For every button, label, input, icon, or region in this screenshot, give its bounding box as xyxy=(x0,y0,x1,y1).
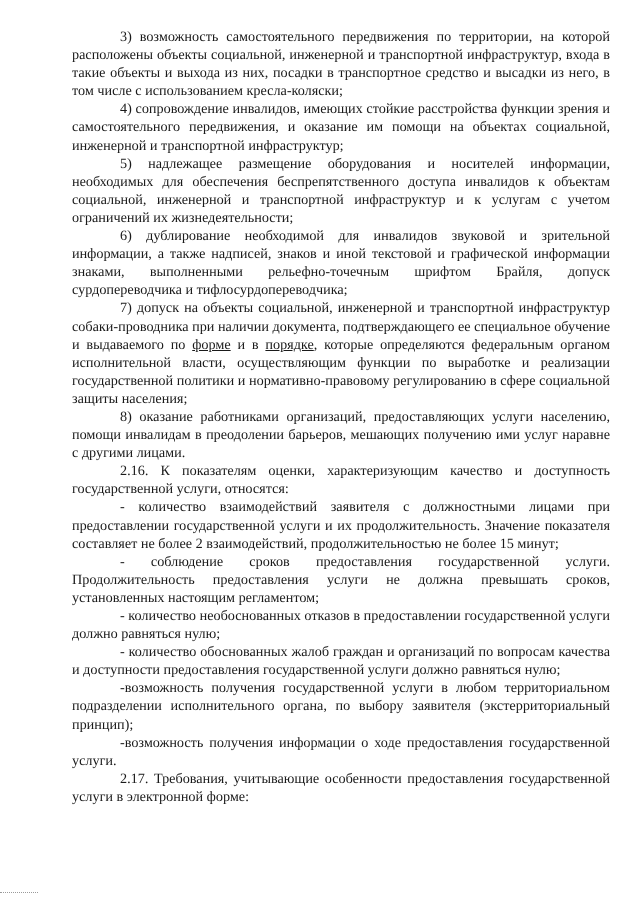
section-2-16-heading: 2.16. К показателям оценки, характеризующим качество и доступность государственной услуги, относятся: xyxy=(72,463,610,498)
paragraph-item-5: 5) надлежащее размещение оборудования и носителей информации, необходимых для обеспечения беспрепятственного доступа инвалидов к объектам социальной, инженерной и транспортной инфраструктур и к услугам с учетом ограничений их жизнедеятельности; xyxy=(72,155,610,226)
paragraph-item-6: 6) дублирование необходимой для инвалидов звуковой и зрительной информации, а также надписей, знаков и иной текстовой и графической информации знаками, выполненными рельефно-точечным шрифтом Брайля, допуск сурдопереводчика и тифлосурдопереводчика; xyxy=(72,228,610,299)
indicator-progress-info: -возможность получения информации о ходе предоставления государственной услуги. xyxy=(72,734,610,769)
paragraph-item-7-text-after: , которые определяются федеральным органом исполнительной власти, осуществляющим функции по выработке и реализации государственной политики и нормативно-правовому регулированию в сфере социальной защиты населения; xyxy=(72,336,610,407)
paragraph-item-7-text-before: 7) допуск на объекты социальной, инженерной и транспортной инфраструктур собаки-проводника при наличии документа, подтверждающего ее специальное обучение и выдаваемого по xyxy=(72,300,610,353)
indicator-deadlines: - соблюдение сроков предоставления государственной услуги. Продолжительность предоставления услуги не должна превышать сроков, установленных настоящим регламентом; xyxy=(72,553,610,606)
indicator-complaints: - количество обоснованных жалоб граждан и организаций по вопросам качества и доступности предоставления государственной услуги должно равняться нулю; xyxy=(72,644,610,679)
order-link[interactable]: порядке xyxy=(265,336,314,353)
indicator-extraterritorial: -возможность получения государственной услуги в любом территориальном подразделении исполнительного органа, по выбору заявителя (экстерриториальный принцип); xyxy=(72,680,610,733)
paragraph-item-7-text-mid: и в xyxy=(230,336,266,353)
paragraph-item-8: 8) оказание работниками организаций, предоставляющих услуги населению, помощи инвалидам в преодолении барьеров, мешающих получению ими услуг наравне с другими лицами. xyxy=(72,408,610,462)
scan-margin-mark xyxy=(0,892,38,893)
paragraph-item-3: 3) возможность самостоятельного передвижения по территории, на которой расположены объекты социальной, инженерной и транспортной инфраструктур, входа в такие объекты и выхода из них, посадки в транспортное средство и высадки из него, в том числе с использованием кресла-коляски; xyxy=(72,29,610,100)
paragraph-item-4: 4) сопровождение инвалидов, имеющих стойкие расстройства функции зрения и самостоятельного передвижения, и оказание им помощи на объектах социальной, инженерной и транспортной инфраструктур; xyxy=(72,101,610,154)
indicator-interactions: - количество взаимодействий заявителя с должностными лицами при предоставлении государственной услуги и их продолжительность. Значение показателя составляет не более 2 взаимодействий, продолжительностью не более 15 минут; xyxy=(72,499,610,552)
section-2-17-heading: 2.17. Требования, учитывающие особенности предоставления государственной услуги в электронной форме: xyxy=(72,770,610,805)
paragraph-item-7 xyxy=(72,299,610,408)
document-page xyxy=(72,28,610,806)
form-link[interactable]: форме xyxy=(192,336,231,353)
indicator-unfounded-refusals: - количество необоснованных отказов в предоставлении государственной услуги должно равняться нулю; xyxy=(72,608,610,643)
